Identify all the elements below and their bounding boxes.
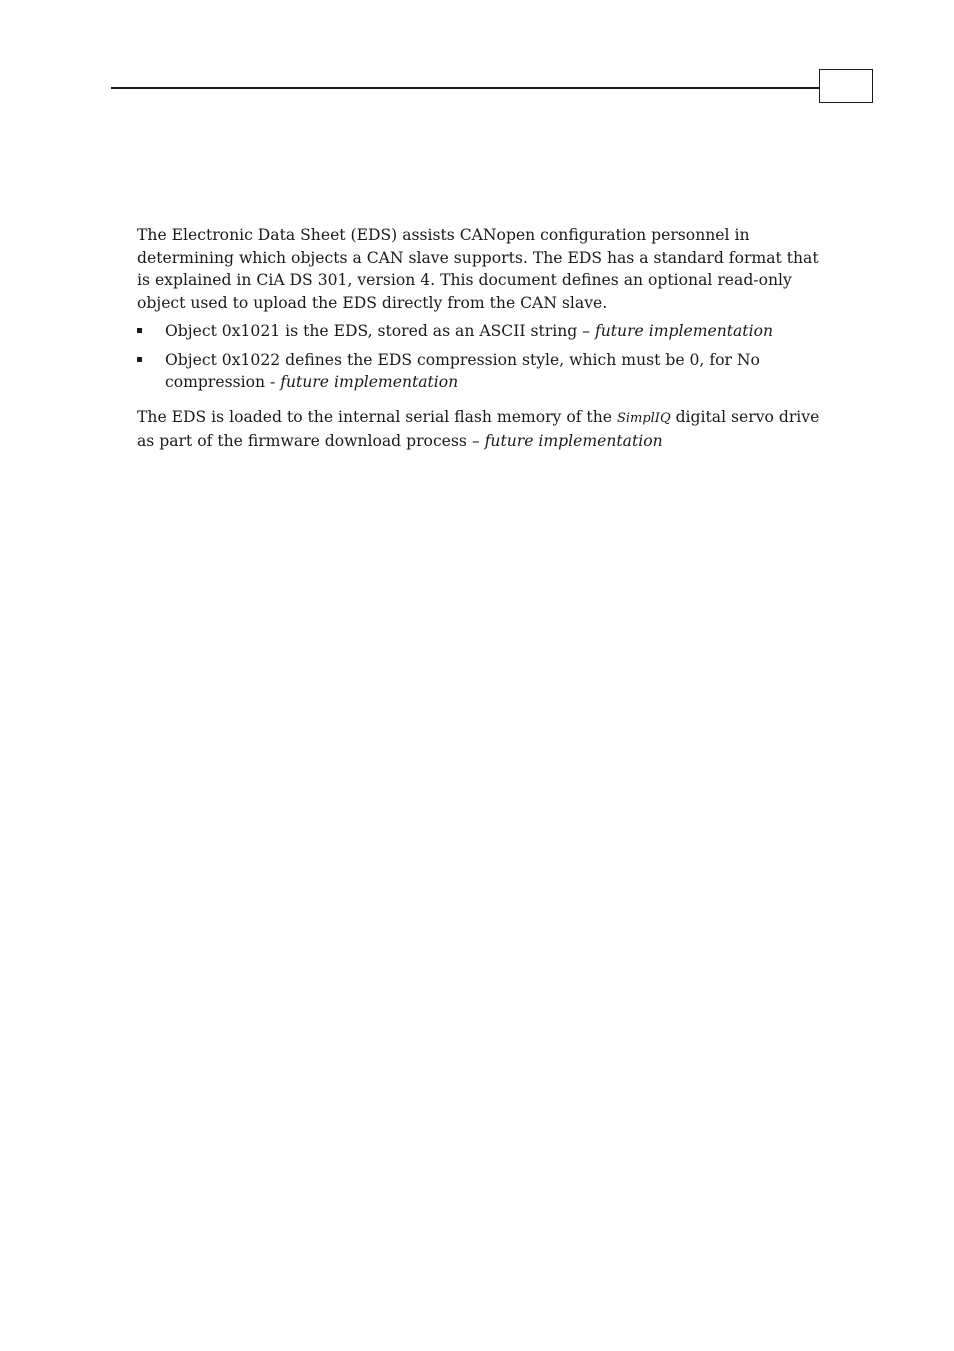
closing-text-before: The EDS is loaded to the internal serial flash memory of the [137, 407, 617, 426]
bullet-list [137, 320, 827, 394]
square-bullet-icon [137, 328, 142, 333]
list-item-text: Object 0x1022 defines the EDS compression style, which must be 0, for No compression - [165, 350, 760, 391]
closing-note: future implementation [484, 432, 663, 450]
page-number-box [819, 69, 873, 103]
intro-paragraph: The Electronic Data Sheet (EDS) assists CANopen configuration personnel in determining which objects a CAN slave supports. The EDS has a standard format that is explained in CiA DS 301, version 4. This document defines an optional read-only object used to upload the EDS directly from the CAN slave. [137, 226, 819, 312]
list-item-note: future implementation [280, 373, 459, 391]
list-item [137, 320, 827, 343]
header-rule [111, 87, 819, 89]
closing-paragraph [137, 406, 827, 453]
closing-text-after: digital servo drive as part of the firmware download process – [137, 407, 820, 450]
list-item-note: future implementation [594, 322, 773, 340]
square-bullet-icon [137, 357, 142, 362]
brand-name: SimplIQ [616, 410, 671, 426]
list-item-text: Object 0x1021 is the EDS, stored as an ASCII string – [165, 322, 595, 340]
list-item [137, 349, 827, 394]
document-body [137, 224, 827, 453]
